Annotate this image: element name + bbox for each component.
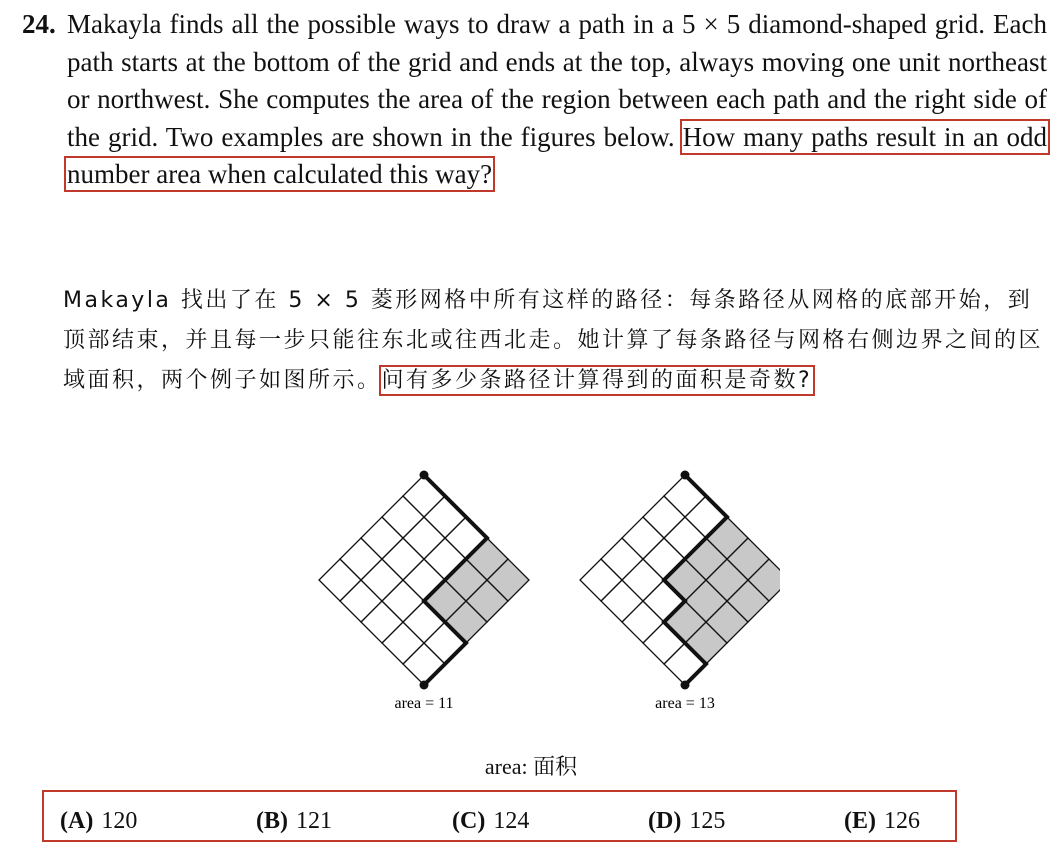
problem-number: 24.	[22, 9, 56, 39]
end-dot	[420, 471, 429, 480]
answer-choices	[42, 790, 957, 842]
start-dot	[420, 681, 429, 690]
area-label-right: area = 13	[655, 695, 715, 712]
start-dot	[681, 681, 690, 690]
english-text: Makayla finds all the possible ways to draw a path in a 5 × 5 diamond-shaped grid. Each path starts at the bottom of the grid and ends at the top, always moving one unit northeast or northwest. She computes the area of the region between each path and the right side of the grid. Two examples are shown in the figures below.	[67, 9, 1047, 152]
diamond-grid-figures	[300, 468, 780, 718]
diamond-grid-right	[580, 471, 780, 690]
area-label-left: area = 11	[394, 695, 454, 712]
english-question-highlight: How many paths result in an odd number area when calculated this way?	[67, 121, 1048, 189]
choice-d[interactable]: (D) 125	[648, 808, 726, 834]
choice-c[interactable]: (C) 124	[452, 808, 530, 834]
end-dot	[681, 471, 690, 480]
figure-area	[300, 468, 780, 718]
chinese-text: Makayla 找出了在 5 × 5 菱形网格中所有这样的路径：每条路径从网格的底部开始，到顶部结束，并且每一步只能往东北或往西北走。她计算了每条路径与网格右侧边界之间的区域面积，两个例子如图所示。	[63, 288, 1044, 393]
choice-e[interactable]: (E) 126	[844, 808, 920, 834]
chinese-question-highlight: 问有多少条路径计算得到的面积是奇数?	[381, 368, 813, 393]
legend-line: area: 面积	[484, 754, 578, 779]
english-problem	[22, 6, 1047, 194]
english-statement	[67, 6, 1047, 194]
choice-a[interactable]: (A) 120	[60, 808, 138, 834]
choice-b[interactable]: (B) 121	[256, 808, 332, 834]
chinese-problem	[63, 281, 1043, 401]
diamond-grid-left	[319, 471, 529, 690]
